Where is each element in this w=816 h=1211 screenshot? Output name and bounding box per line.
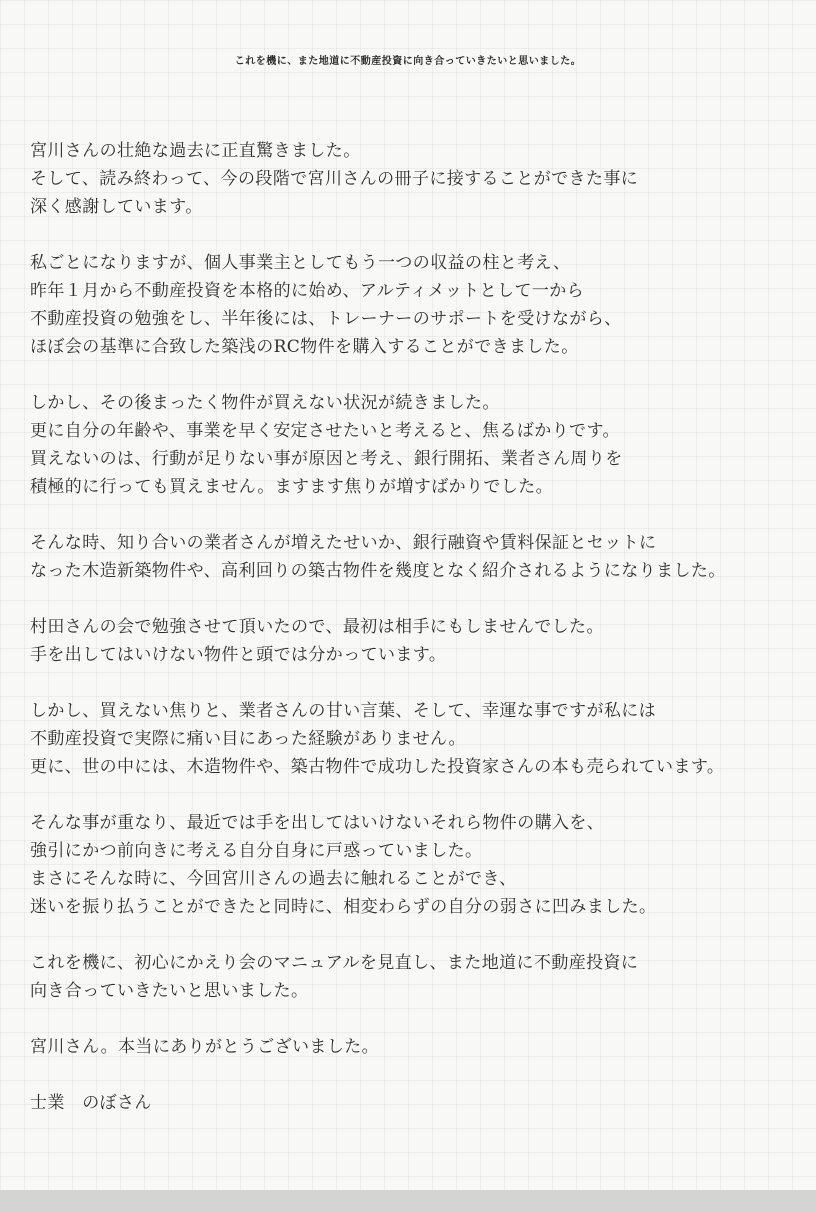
paragraph-3 — [30, 389, 810, 501]
footer-bar — [0, 1190, 816, 1211]
page-headline: これを機に、また地道に不動産投資に向き合っていきたいと思いました。 — [234, 56, 582, 67]
text-line: 不動産投資の勉強をし、半年後には、トレーナーのサポートを受けながら、 — [30, 309, 622, 329]
text-line: ほぼ会の基準に合致した築浅のRC物件を購入することができました。 — [30, 337, 579, 357]
paragraph-7 — [30, 809, 810, 921]
text-line: 不動産投資で実際に痛い目にあった経験がありません。 — [30, 729, 466, 749]
text-line: なった木造新築物件や、高利回りの築古物件を幾度となく紹介されるようになりました。 — [30, 561, 726, 581]
text-line: 昨年１月から不動産投資を本格的に始め、アルティメットとして一から — [30, 281, 585, 301]
text-line: 向き合っていきたいと思いました。 — [30, 981, 309, 1001]
signature-text: 士業 のぼさん — [30, 1093, 152, 1113]
letter-body — [30, 137, 810, 1117]
paragraph-2 — [30, 249, 810, 361]
paragraph-5 — [30, 613, 810, 669]
text-line: 手を出してはいけない物件と頭では分かっています。 — [30, 645, 447, 665]
text-line: そんな事が重なり、最近では手を出してはいけないそれら物件の購入を、 — [30, 813, 605, 833]
text-line: 深く感謝しています。 — [30, 197, 203, 217]
text-line: 更に、世の中には、木造物件や、築古物件で成功した投資家さんの本も売られています。 — [30, 757, 725, 777]
text-line: 私ごとになりますが、個人事業主としてもう一つの収益の柱と考え、 — [30, 253, 571, 273]
text-line: しかし、その後まったく物件が買えない状況が続きました。 — [30, 393, 500, 413]
paragraph-6 — [30, 697, 810, 781]
text-line: 迷いを振り払うことができたと同時に、相変わらずの自分の弱さに凹みました。 — [30, 897, 657, 917]
paragraph-9 — [30, 1033, 810, 1061]
text-line: そんな時、知り合いの業者さんが増えたせいか、銀行融資や賃料保証とセットに — [30, 533, 657, 553]
text-line: これを機に、初心にかえり会のマニュアルを見直し、また地道に不動産投資に — [30, 953, 639, 973]
paragraph-4 — [30, 529, 810, 585]
text-line: 更に自分の年齢や、事業を早く安定させたいと考えると、焦るばかりです。 — [30, 421, 620, 441]
text-line: 宮川さんの壮絶な過去に正直驚きました。 — [30, 141, 361, 161]
text-line: 村田さんの会で勉強させて頂いたので、最初は相手にもしませんでした。 — [30, 617, 604, 637]
text-line: 強引にかつ前向きに考える自分自身に戸惑っていました。 — [30, 841, 483, 861]
paragraph-1 — [30, 137, 810, 221]
text-line: しかし、買えない焦りと、業者さんの甘い言葉、そして、幸運な事ですが私には — [30, 701, 657, 721]
text-line: まさにそんな時に、今回宮川さんの過去に触れることができ、 — [30, 869, 517, 889]
signature — [30, 1089, 810, 1117]
paragraph-8 — [30, 949, 810, 1005]
text-line: 積極的に行っても買えません。ますます焦りが増すばかりでした。 — [30, 477, 554, 497]
text-line: そして、読み終わって、今の段階で宮川さんの冊子に接することができた事に — [30, 169, 639, 189]
text-line: 宮川さん。本当にありがとうございました。 — [30, 1037, 380, 1057]
text-line: 買えないのは、行動が足りない事が原因と考え、銀行開拓、業者さん周りを — [30, 449, 623, 469]
